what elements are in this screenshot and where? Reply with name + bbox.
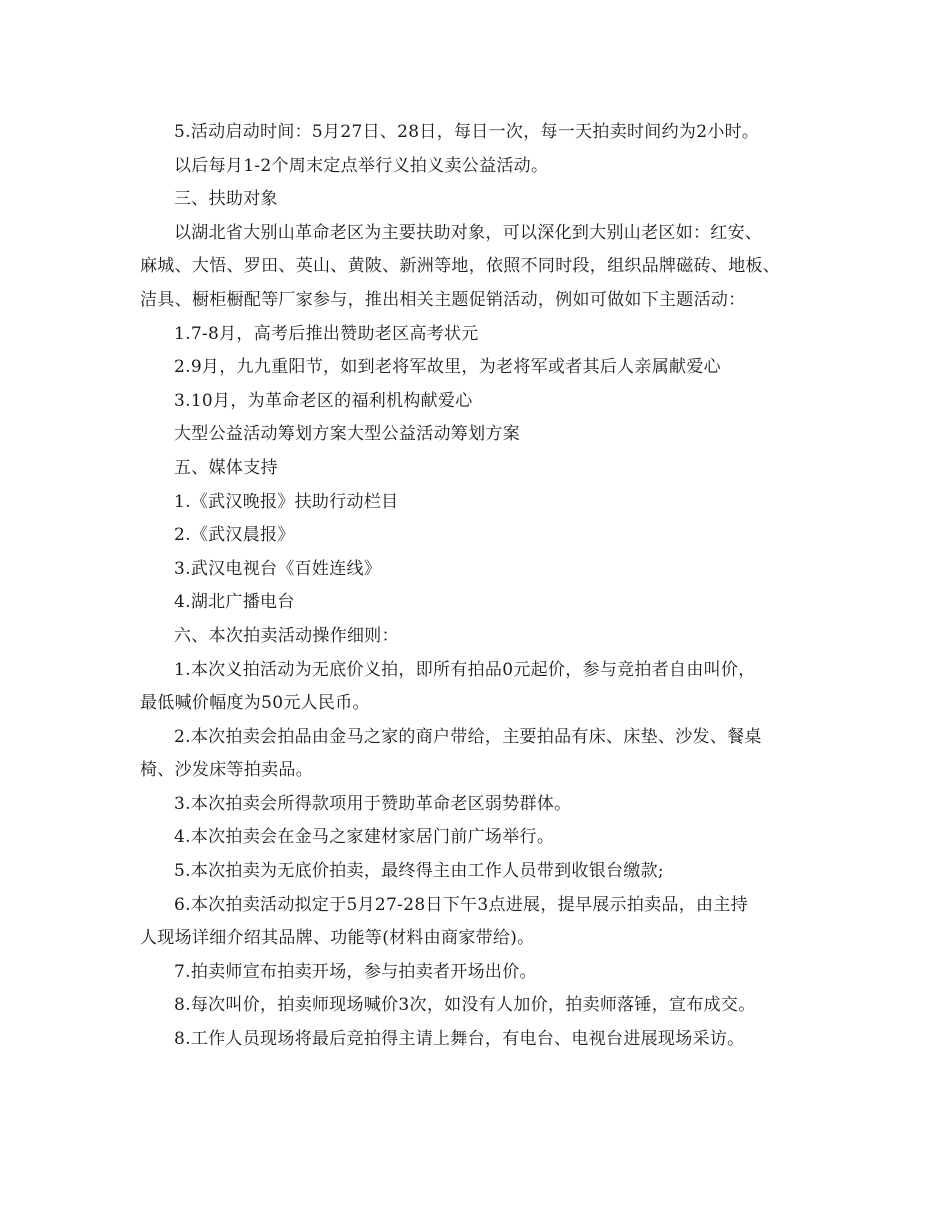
text-line: 以后每月1-2个周末定点举行义拍义卖公益活动。 bbox=[174, 155, 549, 176]
text-line: 1.本次义拍活动为无底价义拍，即所有拍品0元起价，参与竞拍者自由叫价， bbox=[174, 659, 756, 680]
text-line: 7.拍卖师宣布拍卖开场，参与拍卖者开场出价。 bbox=[174, 961, 537, 982]
text-line: 三、扶助对象 bbox=[174, 189, 278, 210]
text-line: 3.本次拍卖会所得款项用于赞助革命老区弱势群体。 bbox=[174, 793, 572, 814]
text-line: 4.湖北广播电台 bbox=[174, 592, 295, 613]
text-line: 4.本次拍卖会在金马之家建材家居门前广场举行。 bbox=[174, 827, 555, 848]
text-line: 洁具、橱柜橱配等厂家参与，推出相关主题促销活动，例如可做如下主题活动： bbox=[140, 289, 746, 310]
text-line: 2.本次拍卖会拍品由金马之家的商户带给，主要拍品有床、床垫、沙发、餐桌 bbox=[174, 726, 762, 747]
text-line: 3.10月，为革命老区的福利机构献爱心 bbox=[174, 390, 473, 411]
text-line: 五、媒体支持 bbox=[174, 457, 278, 478]
text-line: 麻城、大悟、罗田、英山、黄陂、新洲等地，依照不同时段，组织品牌磁砖、地板、 bbox=[140, 256, 781, 277]
text-line: 5.本次拍卖为无底价拍卖，最终得主由工作人员带到收银台缴款; bbox=[174, 861, 664, 882]
text-line: 5.活动启动时间：5月27日、28日，每日一次，每一天拍卖时间约为2小时。 bbox=[174, 122, 760, 142]
document-body bbox=[140, 116, 815, 1057]
text-line: 1.7-8月，高考后推出赞助老区高考状元 bbox=[174, 323, 479, 344]
text-line: 人现场详细介绍其品牌、功能等(材料由商家带给)。 bbox=[140, 928, 535, 949]
text-line: 3.武汉电视台《百姓连线》 bbox=[174, 558, 382, 579]
text-line: 8.每次叫价，拍卖师现场喊价3次，如没有人加价，拍卖师落锤，宣布成交。 bbox=[174, 995, 756, 1016]
text-line: 2.9月，九九重阳节，如到老将军故里，为老将军或者其后人亲属献爱心 bbox=[174, 357, 721, 378]
text-line: 最低喊价幅度为50元人民币。 bbox=[140, 693, 370, 714]
text-line: 大型公益活动筹划方案大型公益活动筹划方案 bbox=[174, 424, 520, 445]
text-line: 6.本次拍卖活动拟定于5月27-28日下午3点进展，提早展示拍卖品，由主持 bbox=[174, 894, 748, 915]
text-line: 1.《武汉晚报》扶助行动栏目 bbox=[174, 491, 399, 512]
text-line: 以湖北省大别山革命老区为主要扶助对象，可以深化到大别山老区如：红安、 bbox=[174, 222, 763, 243]
text-line: 8.工作人员现场将最后竞拍得主请上舞台，有电台、电视台进展现场采访。 bbox=[174, 1029, 745, 1050]
text-line: 2.《武汉晨报》 bbox=[174, 525, 295, 546]
text-line: 椅、沙发床等拍卖品。 bbox=[140, 760, 313, 781]
text-line: 六、本次拍卖活动操作细则： bbox=[174, 625, 399, 646]
